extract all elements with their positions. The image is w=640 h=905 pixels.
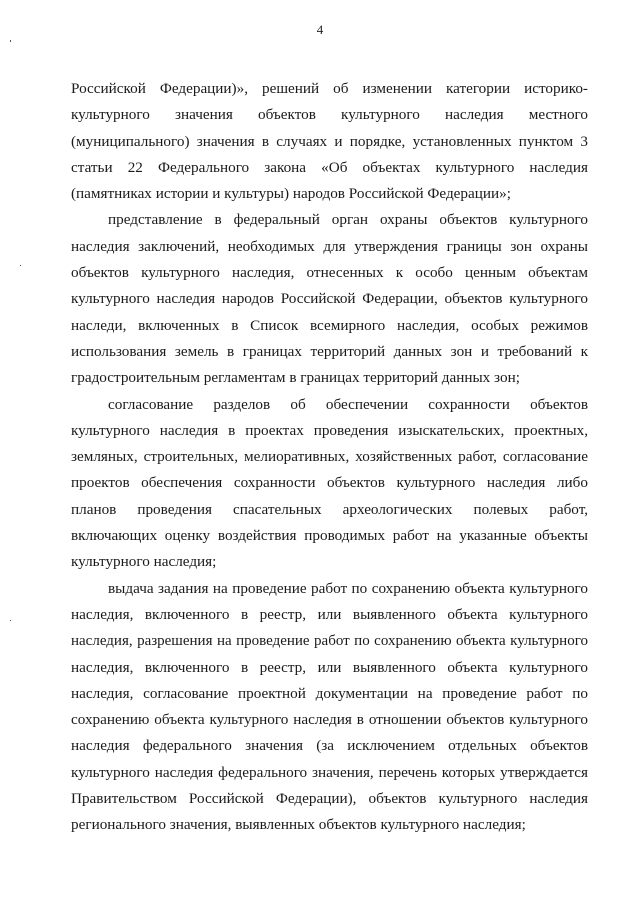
text-line: сохранению объекта культурного наследия в отношении объектов культурного [71,711,588,729]
text-line: наследи, включенных в Список всемирного наследия, особых режимов [71,316,588,334]
text-line: градостроительным регламентам в границах территорий данных зон; [71,369,520,387]
scan-speck [20,265,21,266]
scan-speck [10,40,11,42]
text-line: наследия, разрешения на проведение работ по сохранению объекта культурного [71,633,588,650]
text-line: культурного наследия федерального значения, перечень которых утверждается [71,763,588,781]
text-line: (памятниках истории и культуры) народов Российской Федерации»; [71,185,511,203]
text-line: наследия, включенного в реестр, или выявленного объекта культурного [71,658,588,676]
text-line: проектов обеспечения сохранности объектов культурного наследия либо [71,474,588,492]
text-line: культурного наследия народов Российской Федерации, объектов культурного [71,290,588,308]
text-line: включающих оценку воздействия проводимых работ на указанные объекты [71,527,588,545]
text-line: земляных, строительных, мелиоративных, хозяйственных работ, согласование [71,448,588,466]
text-line: использования земель в границах территорий данных зон и требований к [71,342,588,360]
scan-speck [10,620,11,621]
text-line: планов проведения спасательных археологических полевых работ, [71,500,588,518]
text-line: культурного наследия; [71,553,217,571]
text-line: представление в федеральный орган охраны объектов культурного [108,211,588,229]
text-line: Российской Федерации)», решений об изменении категории историко- [71,80,588,97]
text-line: Правительством Российской Федерации), объектов культурного наследия [71,790,588,808]
text-line: культурного значения объектов культурного наследия местного [71,106,588,124]
text-line: выдача задания на проведение работ по сохранению объекта культурного [108,579,588,597]
text-line: статьи 22 Федерального закона «Об объектах культурного наследия [71,158,588,176]
text-line: наследия, согласование проектной документации на проведение работ по [71,684,588,702]
text-line: объектов культурного наследия, отнесенных к особо ценным объектам [71,264,588,282]
text-line: наследия, включенного в реестр, или выявленного объекта культурного [71,605,588,623]
text-line: наследия заключений, необходимых для утверждения границы зон охраны [71,237,588,255]
text-line: культурного наследия в проектах проведения изыскательских, проектных, [71,421,588,439]
document-body [71,76,588,839]
text-line: регионального значения, выявленных объектов культурного наследия; [71,816,526,834]
page-number: 4 [316,22,324,37]
text-line: (муниципального) значения в случаях и порядке, установленных пунктом 3 [71,132,588,150]
text-line: наследия федерального значения (за исключением отдельных объектов [71,737,588,755]
text-line: согласование разделов об обеспечении сохранности объектов [108,395,588,413]
